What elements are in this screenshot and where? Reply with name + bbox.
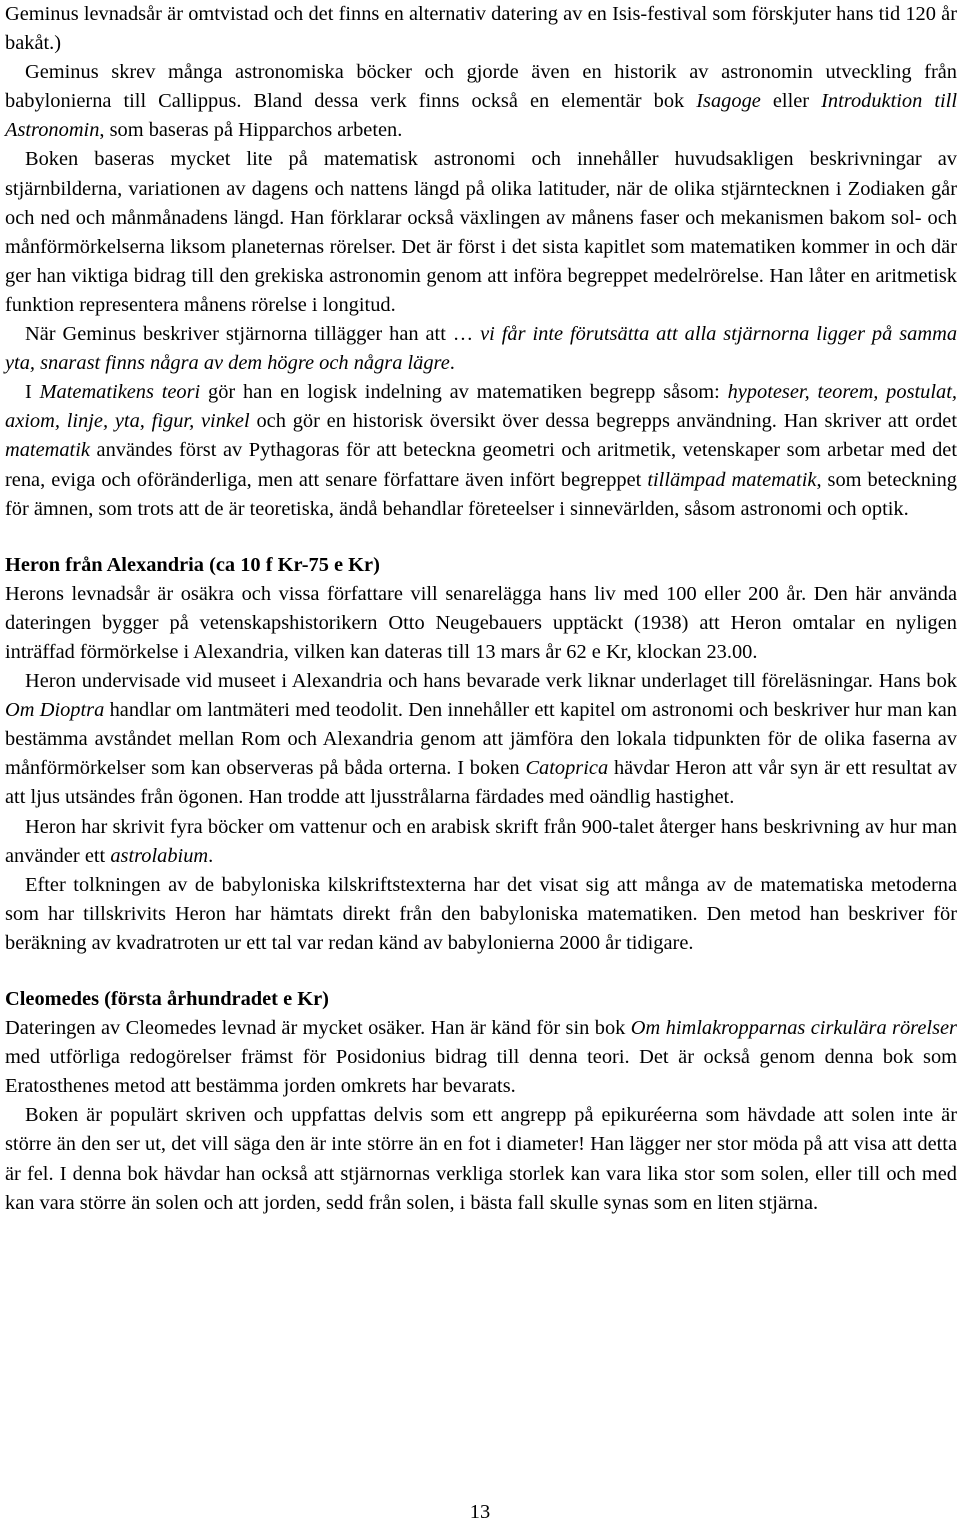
paragraph-text: och gör en historisk översikt över dessa begrepps användning. Han skriver att ordet [249, 410, 957, 433]
paragraph-text: handlar om lantmäteri med teodolit. Den innehåller ett kapitel om astronomi och beskriver hur man kan bestämma avståndet mellan Rom och Alexandria genom att jämföra den lokala tidpunkten för de olika faserna av månförmörkelser som kan observeras på båda orterna. I boken [5, 699, 957, 780]
paragraph-isis-festival [5, 0, 957, 58]
term-astrolabium: astrolabium [110, 844, 209, 867]
paragraph-text: När Geminus beskriver stjärnorna tillägger han att … [25, 323, 481, 346]
document-page [5, 0, 957, 1218]
paragraph-cleomedes-epicureans [5, 1101, 957, 1217]
term-matematik: matematik [5, 439, 90, 462]
paragraph-heron-works [5, 667, 957, 812]
paragraph-text: med utförliga redogörelser främst för Posidonius bidrag till denna teori. Det är också genom denna bok som Eratosthenes metod att bestämma jorden omkrets har bevarats. [5, 1046, 957, 1098]
paragraph-mathematics-theory [5, 378, 957, 523]
section-heading-heron: Heron från Alexandria (ca 10 f Kr-75 e Kr) [5, 553, 380, 576]
book-title-matematikens-teori: Matematikens teori [39, 381, 201, 404]
paragraph-text: , som beteckning för ämnen, som trots att de är teoretiska, ändå behandlar företeelser i sinnevärlden, såsom astronomi och optik. [5, 468, 957, 520]
paragraph-heron-babylonian [5, 871, 957, 958]
paragraph-text: Herons levnadsår är osäkra och vissa författare vill senarelägga hans liv med 100 eller 200 år. Den här använda dateringen bygger på vetenskapshistorikern Otto Neugebauers upptäckt (1938) att Heron omtalar en nyligen inträffad förmörkelse i Alexandria, vilken kan dateras till 13 mars år 62 e Kr, klockan 23.00. [5, 582, 957, 663]
paragraph-text: Boken är populärt skriven och uppfattas delvis som ett angrepp på epikuréerna som hävdade att solen inte är större än den ser ut, det vill säga den är inte större än en fot i diameter! Han lägger ner stor möda på att visa att detta är fel. I denna bok hävdar han också att stjärnornas verkliga storlek kan vara lika stor som solen, eller till och med kan vara större än solen och att jorden, sedd från solen, i bästa fall skulle synas som en liten stjärna. [5, 1104, 957, 1214]
paragraph-text: hävdar Heron att vår syn är ett resultat av att ljus utsändes från ögonen. Han trodde att ljusstrålarna färdades med oändlig hastighet. [5, 757, 957, 809]
paragraph-text: gör han en logisk indelning av matematiken begrepp såsom: [200, 381, 728, 404]
paragraph-stars-quote [5, 320, 957, 378]
book-title-introduktion: Introduktion till Astronomin [5, 90, 958, 142]
section-heading-cleomedes: Cleomedes (första århundradet e Kr) [5, 988, 329, 1010]
paragraph-text: . [208, 844, 214, 867]
paragraph-text: Geminus levnadsår är omtvistad och det finns en alternativ datering av en Isis-festival som förskjuter hans tid 120 år bakåt.) [5, 3, 957, 55]
paragraph-geminus-books [5, 58, 957, 145]
paragraph-text: Dateringen av Cleomedes levnad är mycket osäker. Han är känd för sin bok [5, 1017, 631, 1040]
book-title-himlakropparnas: Om himlakropparnas cirkulära rörelser [630, 1017, 957, 1040]
paragraph-heron-dating [5, 580, 957, 667]
paragraph-text: användes först av Pythagoras för att beteckna geometri och aritmetik, vetenskaper som arbetar med det rena, eviga och oföränderliga, men att senare författare även infört begreppet [5, 439, 957, 491]
paragraph-cleomedes-dating [5, 1014, 957, 1101]
paragraph-heron-water-clocks [5, 813, 957, 871]
paragraph-text: Heron undervisade vid museet i Alexandria och hans bevarade verk liknar underlaget till föreläsningar. Hans bok [25, 670, 957, 693]
book-title-catoprica: Catoprica [525, 757, 609, 780]
page-number: 13 [469, 1501, 491, 1523]
paragraph-text: eller [760, 90, 822, 113]
paragraph-text: , som baseras på Hipparchos arbeten. [99, 119, 403, 142]
paragraph-text: Efter tolkningen av de babyloniska kilskriftstexterna har det visat sig att många av de matematiska metoderna som har tillskrivits Heron har hämtats direkt från den babyloniska matematiken. Den metod han beskriver för beräkning av kvadratroten ur ett tal var redan känd av babylonierna 2000 år tidigare. [5, 873, 957, 954]
book-title-isagoge: Isagoge [696, 90, 761, 113]
paragraph-book-content [5, 145, 957, 320]
paragraph-text: Heron har skrivit fyra böcker om vattenur och en arabisk skrift från 900-talet återger hans beskrivning av hur man använder ett [5, 815, 957, 867]
paragraph-text: . [449, 352, 455, 375]
paragraph-text: I [25, 381, 40, 404]
book-title-om-dioptra: Om Dioptra [5, 699, 105, 722]
term-tillampad-matematik: tillämpad matematik [647, 468, 817, 491]
paragraph-text: Geminus skrev många astronomiska böcker och gjorde även en historik av astronomin utveckling från babylonierna till Callippus. Bland dessa verk finns också en elementär bok [5, 61, 957, 113]
paragraph-text: Boken baseras mycket lite på matematisk astronomi och innehåller huvudsakligen beskrivningar av stjärnbilderna, variationen av dagens och nattens längd på olika latituder, när de olika stjärntecknen i Zodiaken går och ned och månmånadens längd. Han förklarar också växlingen av månens faser och mekanismen bakom sol- och månförmörkelserna liksom planeternas rörelser. Det är först i det sista kapitlet som matematiken kommer in och där ger han viktiga bidrag till den grekiska astronomin genom att införa begreppet medelrörelse. Han låter en aritmetisk funktion representera månens rörelse i longitud. [5, 148, 957, 316]
term-list: hypoteser, teorem, postulat, axiom, linje, yta, figur, vinkel [5, 381, 957, 433]
quote-stars: vi får inte förutsätta att alla stjärnorna ligger på samma yta, snarast finns några av dem högre och några lägre [5, 323, 958, 375]
